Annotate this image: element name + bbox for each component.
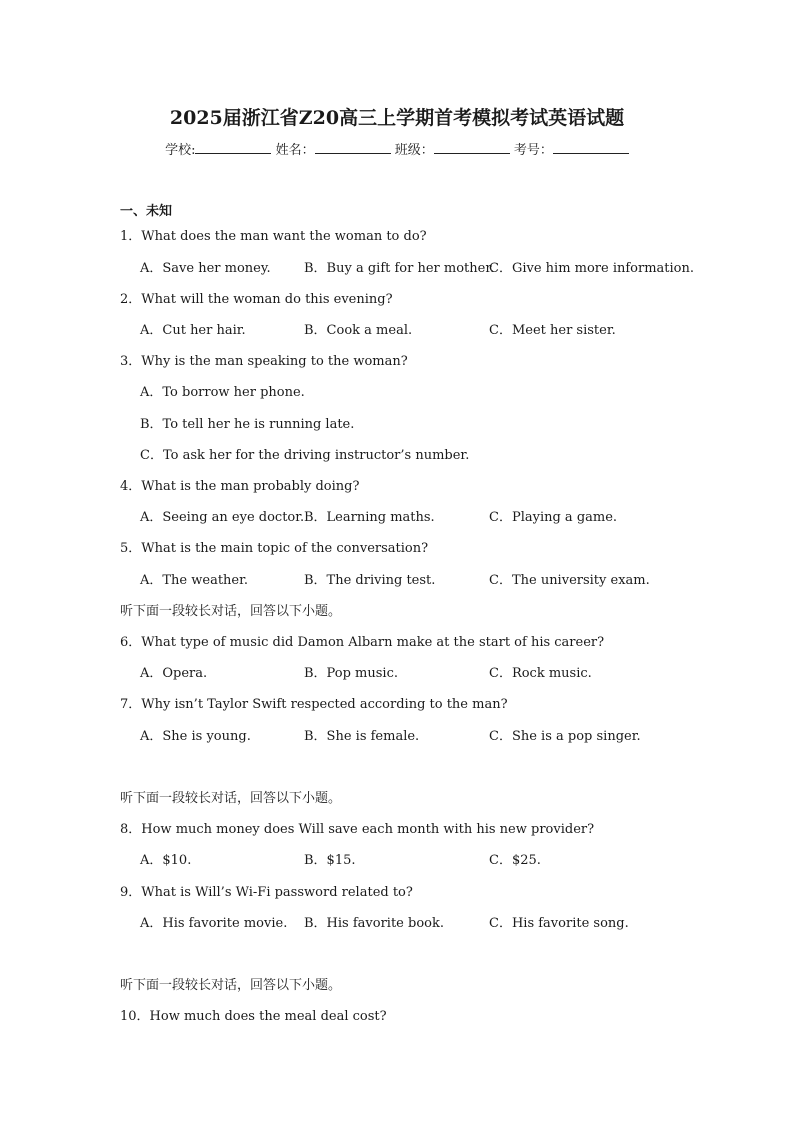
option-a: A．Seeing an eye doctor. (140, 510, 305, 525)
question-stem: 3．Why is the man speaking to the woman? (120, 354, 408, 369)
option-b: B．Pop music. (304, 666, 398, 681)
option-a: A．The weather. (140, 573, 249, 588)
question-stem: 10．How much does the meal deal cost? (120, 1009, 387, 1024)
question-stem: 5．What is the main topic of the conversation? (120, 541, 429, 556)
option-c: C．Playing a game. (489, 510, 618, 525)
option-b: B．$15. (304, 853, 356, 868)
page-title: 2025届浙江省Z20高三上学期首考模拟考试英语试题 (169, 107, 625, 129)
instruction-text: 听下面一段较长对话，回答以下小题。 (120, 604, 342, 619)
question-stem: 6．What type of music did Damon Albarn make at the start of his career? (120, 635, 605, 650)
option-c: C．Meet her sister. (489, 323, 616, 338)
section-heading: 一、未知 (120, 204, 173, 219)
option-a: A．Save her money. (140, 261, 271, 276)
instruction-text: 听下面一段较长对话，回答以下小题。 (120, 978, 342, 993)
question-stem: 1．What does the man want the woman to do? (120, 229, 427, 244)
option-a: A．Opera. (140, 666, 208, 681)
option-c: C．Give him more information. (489, 261, 695, 276)
exam-number-blank[interactable] (553, 141, 629, 154)
option-b: B．His favorite book. (304, 916, 444, 931)
name-label: 姓名： (275, 143, 315, 158)
option-c: C．$25. (489, 853, 541, 868)
question-stem: 2．What will the woman do this evening? (120, 292, 393, 307)
class-blank[interactable] (434, 141, 510, 154)
option-a: A．Cut her hair. (140, 323, 246, 338)
option-a: A．$10. (140, 853, 192, 868)
option-b: B．Cook a meal. (304, 323, 413, 338)
question-stem: 9．What is Will’s Wi-Fi password related to? (120, 885, 413, 900)
option-c: C．To ask her for the driving instructor’s number. (140, 448, 470, 463)
question-stem: 4．What is the man probably doing? (120, 479, 360, 494)
option-c: C．She is a pop singer. (489, 729, 641, 744)
class-label: 班级： (394, 143, 434, 158)
option-c: C．Rock music. (489, 666, 592, 681)
option-a: A．His favorite movie. (140, 916, 288, 931)
option-b: B．Learning maths. (304, 510, 435, 525)
option-c: C．His favorite song. (489, 916, 629, 931)
student-info-row (0, 139, 794, 158)
school-blank[interactable] (195, 141, 271, 154)
option-a: A．To borrow her phone. (140, 385, 305, 400)
school-label: 学校: (165, 143, 196, 158)
option-a: A．She is young. (140, 729, 251, 744)
instruction-text: 听下面一段较长对话，回答以下小题。 (120, 791, 342, 806)
option-b: B．She is female. (304, 729, 420, 744)
question-stem: 7．Why isn’t Taylor Swift respected according to the man? (120, 697, 508, 712)
option-c: C．The university exam. (489, 573, 650, 588)
exam-number-label: 考号： (513, 143, 553, 158)
option-b: B．The driving test. (304, 573, 436, 588)
option-b: B．To tell her he is running late. (140, 417, 355, 432)
name-blank[interactable] (315, 141, 391, 154)
question-stem: 8．How much money does Will save each month with his new provider? (120, 822, 595, 837)
option-b: B．Buy a gift for her mother. (304, 261, 495, 276)
